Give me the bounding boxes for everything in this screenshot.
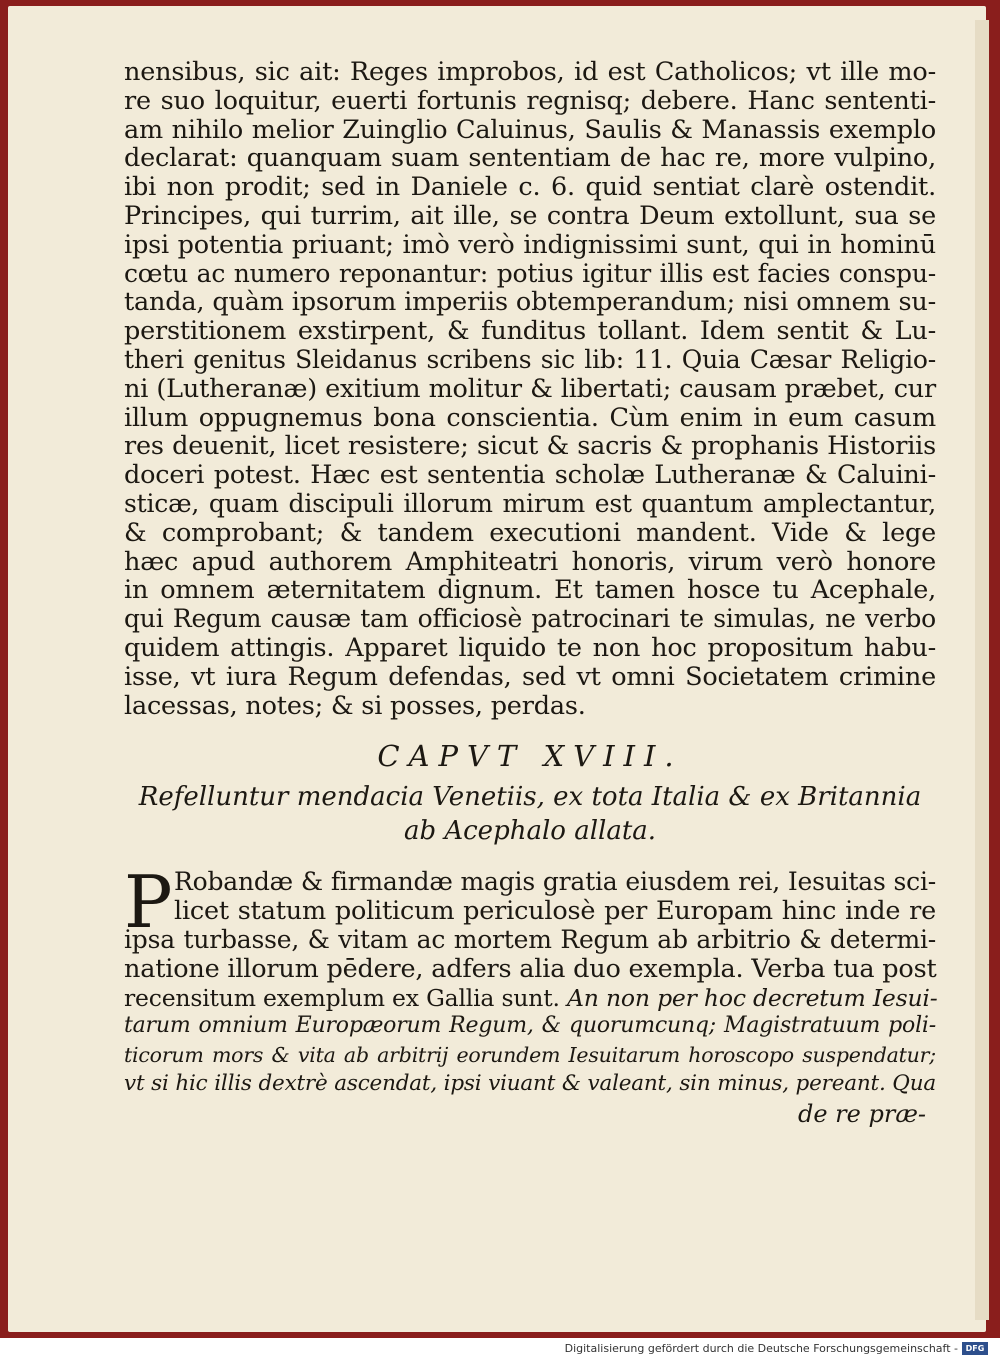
- text-line: illum oppugnemus bona conscientia. Cùm enim in eum casum: [124, 402, 936, 433]
- roman-text: recensitum exemplum ex Gallia sunt.: [124, 983, 568, 1012]
- digitization-footer: [0, 1338, 1000, 1359]
- text-line: ni (Lutheranæ) exitium molitur & libertati; causam præbet, cur: [124, 373, 936, 404]
- chapter-title: CAPVT XVIII.: [377, 739, 683, 774]
- text-line: nensibus, sic ait: Reges improbos, id est Catholicos; vt ille mo-: [124, 57, 936, 87]
- text-line: cœtu ac numero reponantur: potius igitur illis est facies conspu-: [124, 258, 936, 288]
- chapter-subtitle-continued: ab Acephalo allata.: [403, 816, 657, 847]
- dfg-logo-icon: DFG: [962, 1342, 988, 1355]
- text-line: sticæ, quam discipuli illorum mirum est quantum amplectantur,: [124, 488, 936, 518]
- text-line: Robandæ & firmandæ magis gratia eiusdem rei, Iesuitas sci-: [174, 867, 936, 897]
- chapter-subtitle: Refelluntur mendacia Venetiis, ex tota Italia & ex Britannia: [138, 782, 922, 813]
- page-text: [124, 58, 936, 1129]
- text-line: perstitionem exstirpent, & funditus tollant. Idem sentit & Lu-: [124, 316, 936, 347]
- text-line: qui Regum causæ tam officiosè patrocinari te simulas, ne verbo: [124, 604, 936, 634]
- italic-quote-line: ticorum mors & vita ab arbitrij eorundem Iesuitarum horoscopo suspendatur;: [124, 1043, 936, 1068]
- italic-quote: An non per hoc decretum Iesui-: [567, 983, 938, 1012]
- text-line: tanda, quàm ipsorum imperiis obtemperandum; nisi omnem su-: [124, 287, 936, 318]
- text-line: in omnem æternitatem dignum. Et tamen hosce tu Acephale,: [124, 575, 936, 606]
- page-edge: [975, 20, 989, 1320]
- second-paragraph: [124, 860, 938, 1098]
- italic-quote-line: tarum omnium Europæorum Regum, & quorumcunq; Magistratuum poli-: [124, 1013, 936, 1039]
- mixed-text-line: [124, 984, 936, 1013]
- text-line: declarat: quanquam suam sententiam de hac re, more vulpino,: [124, 143, 936, 174]
- text-line: ibi non prodit; sed in Daniele c. 6. quid sentiat clarè ostendit.: [124, 172, 936, 203]
- text-line: hæc apud authorem Amphiteatri honoris, virum verò honore: [124, 546, 936, 577]
- text-line: am nihilo melior Zuinglio Caluinus, Saulis & Manassis exemplo: [124, 114, 936, 145]
- text-line: re suo loquitur, euerti fortunis regnisq; debere. Hanc sententi-: [124, 85, 936, 116]
- text-line: quidem attingis. Apparet liquido te non hoc propositum habu-: [124, 632, 936, 663]
- text-line: lacessas, notes; & si posses, perdas.: [124, 690, 586, 721]
- funding-notice: Digitalisierung gefördert durch die Deutsche Forschungsgemeinschaft -: [564, 1342, 958, 1355]
- text-line: isse, vt iura Regum defendas, sed vt omni Societatem crimine: [124, 661, 936, 692]
- text-line: ipsi potentia priuant; imò verò indignissimi sunt, qui in hominū: [124, 229, 936, 260]
- text-line: res deuenit, licet resistere; sicut & sacris & prophanis Historiis: [124, 431, 936, 462]
- text-line: licet statum politicum periculosè per Europam hinc inde re: [174, 896, 936, 927]
- text-line: ipsa turbasse, & vitam ac mortem Regum ab arbitrio & determi-: [124, 924, 936, 954]
- catchword: de re præ-: [797, 1099, 926, 1128]
- text-line: Principes, qui turrim, ait ille, se contra Deum extollunt, sua se: [124, 200, 936, 231]
- text-line: natione illorum pēdere, adfers alia duo exempla. Verba tua post: [124, 953, 937, 984]
- body-paragraph: [124, 58, 936, 720]
- italic-quote-line: vt si hic illis dextrè ascendat, ipsi viuant & valeant, sin minus, pereant. Qua: [124, 1070, 936, 1096]
- text-line: & comprobant; & tandem executioni mandent. Vide & lege: [124, 517, 936, 548]
- drop-cap: P: [124, 860, 173, 945]
- text-line: theri genitus Sleidanus scribens sic lib: 11. Quia Cæsar Religio-: [124, 344, 936, 374]
- text-line: doceri potest. Hæc est sententia scholæ Lutheranæ & Caluini-: [124, 460, 936, 491]
